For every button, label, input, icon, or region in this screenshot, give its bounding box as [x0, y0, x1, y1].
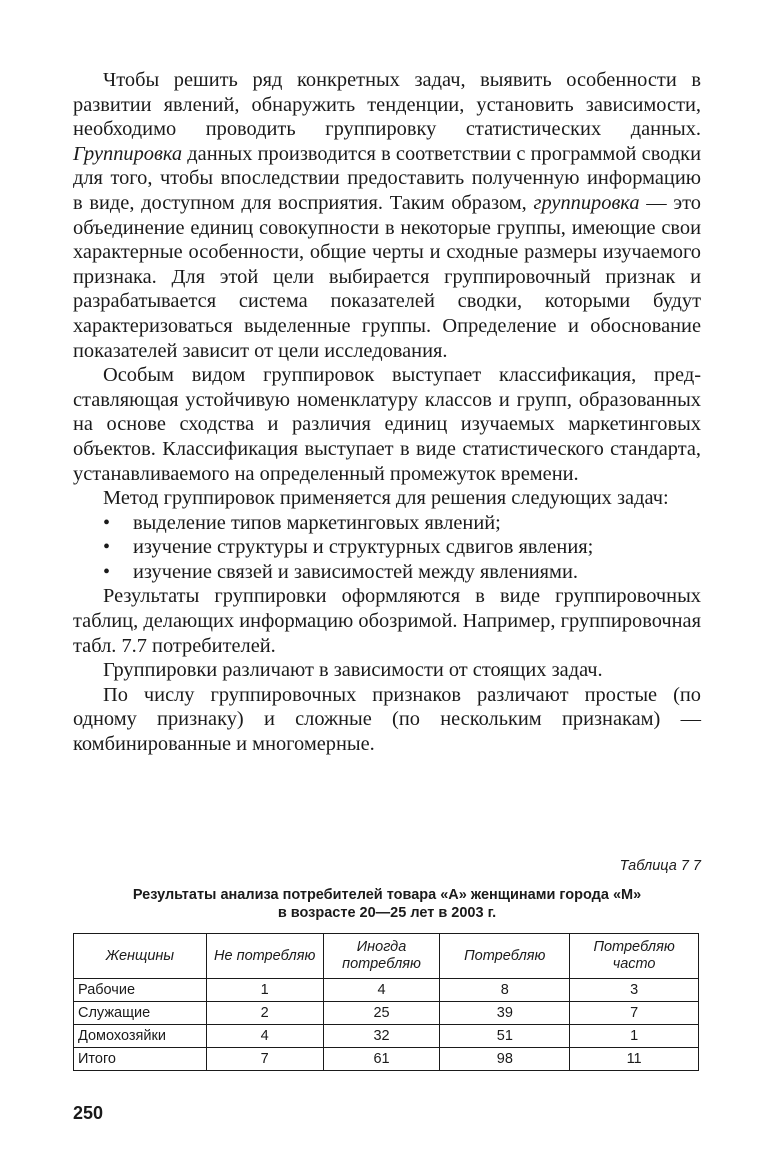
- page-number: 250: [73, 1103, 104, 1123]
- list-item: • изучение структуры и структурных сдвигов явления;: [103, 536, 594, 559]
- table-cell: 3: [570, 979, 699, 1002]
- column-header: Потребляю часто: [570, 934, 699, 979]
- paragraph-2: Особым видом группировок выступает классификация, представляющая устойчивую номенклатуру классов и групп, образованных на основе сходства и различия единиц изучаемых маркетинговых объектов. Классификация выступает в виде статистического стандарта, устанавливаемого на определенный промежуток времени.: [73, 364, 701, 485]
- table-cell: 61: [323, 1048, 440, 1071]
- table-cell: Служащие: [74, 1002, 207, 1025]
- body-text: [73, 68, 701, 757]
- column-header: Женщины: [74, 934, 207, 979]
- paragraph-3: Метод группировок применяется для решения следующих задач:: [103, 487, 669, 510]
- table-caption: Таблица 7 7: [619, 858, 701, 874]
- table-row-total: [74, 1048, 699, 1071]
- table-header-row: [74, 934, 699, 979]
- table-cell: 1: [570, 1025, 699, 1048]
- table-cell: 8: [440, 979, 570, 1002]
- table-row: [74, 979, 699, 1002]
- list-item: • выделение типов маркетинговых явлений;: [103, 511, 501, 534]
- table-cell: 2: [206, 1002, 323, 1025]
- table-cell: 7: [570, 1002, 699, 1025]
- table-cell: Рабочие: [74, 979, 207, 1002]
- table-row: [74, 1002, 699, 1025]
- table-cell: Домохозяйки: [74, 1025, 207, 1048]
- task-list: [73, 511, 701, 585]
- consumer-table: [73, 933, 699, 1071]
- table-cell: 25: [323, 1002, 440, 1025]
- table-cell: 1: [206, 979, 323, 1002]
- table-title: Результаты анализа потребителей товара «А» женщинами города «М» в возрасте 20—25 лет в 2003 г.: [132, 887, 642, 921]
- table-cell: Итого: [74, 1048, 207, 1071]
- bullet-icon: •: [103, 511, 111, 534]
- bullet-icon: •: [103, 536, 111, 559]
- paragraph-1: Чтобы решить ряд конкретных задач, выявить особенности в развитии явлений, обнаружить тенденции, установить зависимости, необходимо проводить группировку статистических данных. Группировка данных производится в соответствии с программой сводки для того, чтобы впоследствии предоставить полученную информацию в виде, доступном для восприятия. Таким образом, группировка — это объединение единиц совокупности в некоторые группы, имеющие свои характерные особенности, общие черты и сходные размеры изучаемого признака. Для этой цели выбирается группировочный признак и разрабатывается система показателей сводки, которыми будут характеризоваться выделенные группы. Определение и обоснование показателей зависит от цели исследования.: [73, 69, 701, 362]
- table-cell: 7: [206, 1048, 323, 1071]
- paragraph-6: По числу группировочных признаков различают простые (по одному признаку) и сложные (по нескольким признакам) — комбинированные и многомерные.: [73, 683, 701, 756]
- table-cell: 51: [440, 1025, 570, 1048]
- table-cell: 4: [323, 979, 440, 1002]
- bullet-icon: •: [103, 560, 111, 583]
- table-row: [74, 1025, 699, 1048]
- table-cell: 32: [323, 1025, 440, 1048]
- term-grouping-definition: группировка: [533, 191, 640, 214]
- list-item: • изучение связей и зависимостей между явлениями.: [103, 560, 578, 583]
- paragraph-5: Группировки различают в зависимости от стоящих задач.: [103, 659, 603, 682]
- paragraph-4: Результаты группировки оформляются в виде группировочных таблиц, делающих информацию обозримой. Например, группировочная табл. 7.7 потребителей.: [73, 585, 701, 657]
- table-cell: 4: [206, 1025, 323, 1048]
- column-header: Не потребляю: [206, 934, 323, 979]
- table-cell: 39: [440, 1002, 570, 1025]
- table-cell: 11: [570, 1048, 699, 1071]
- column-header: Потребляю: [440, 934, 570, 979]
- column-header: Иногда потребляю: [323, 934, 440, 979]
- term-grouping: Группировка: [73, 142, 183, 165]
- table-cell: 98: [440, 1048, 570, 1071]
